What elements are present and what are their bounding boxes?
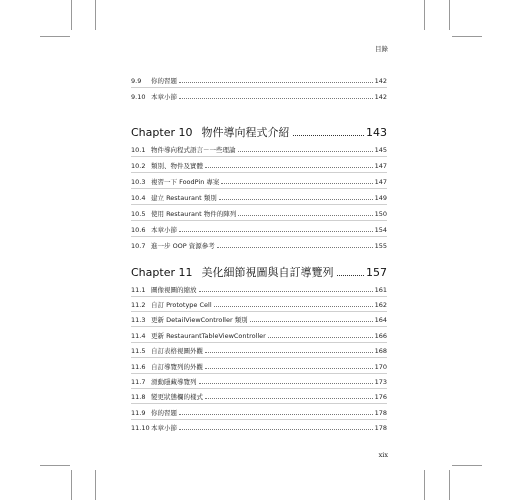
chapter-page: 157: [366, 266, 387, 279]
crop-mark: [449, 0, 450, 30]
entry-title: 自訂表格視圖外觀: [151, 347, 203, 355]
entry-page: 178: [374, 409, 387, 417]
toc-entry[interactable]: [131, 299, 387, 309]
dot-leader: [179, 82, 373, 83]
entry-number: 11.3: [131, 316, 146, 324]
dot-leader: [179, 231, 373, 232]
entry-title: 類別、物件及實體: [151, 162, 203, 170]
dot-leader: [293, 135, 364, 136]
entry-number: 10.2: [131, 162, 146, 170]
entry-divider: [131, 326, 387, 327]
entry-title: 變更狀態欄的樣式: [151, 393, 203, 401]
crop-mark: [95, 0, 96, 30]
dot-leader: [205, 368, 373, 369]
entry-title: 自訂導覽列的外觀: [151, 363, 203, 371]
dot-leader: [199, 383, 373, 384]
entry-number: 11.4: [131, 332, 146, 340]
entry-page: 164: [374, 316, 387, 324]
entry-page: 178: [374, 424, 387, 432]
entry-divider: [131, 220, 387, 221]
dot-leader: [205, 352, 373, 353]
entry-title: 你的習題: [151, 77, 177, 85]
toc-entry[interactable]: [131, 422, 387, 432]
entry-divider: [131, 156, 387, 157]
crop-mark: [424, 0, 425, 30]
entry-title: 本章小節: [151, 93, 177, 101]
entry-page: 168: [374, 347, 387, 355]
entry-title: 建立 Restaurant 類別: [151, 194, 217, 202]
entry-number: 11.5: [131, 347, 146, 355]
running-header: 目錄: [375, 45, 388, 53]
crop-mark: [40, 36, 70, 37]
entry-divider: [131, 296, 387, 297]
dot-leader: [217, 247, 373, 248]
entry-divider: [131, 236, 387, 237]
entry-number: 9.9: [131, 77, 142, 85]
table-of-contents: [131, 0, 387, 470]
dot-leader: [238, 215, 372, 216]
entry-number: 10.6: [131, 226, 146, 234]
entry-number: 11.7: [131, 378, 146, 386]
entry-title: 物件導向程式語言－一些理論: [151, 146, 236, 154]
entry-number: 10.3: [131, 178, 146, 186]
entry-divider: [131, 419, 387, 420]
dot-leader: [205, 167, 373, 168]
entry-divider: [131, 311, 387, 312]
entry-page: 149: [374, 194, 387, 202]
toc-entry[interactable]: [131, 361, 387, 371]
entry-page: 145: [374, 146, 387, 154]
page-number: xix: [378, 451, 388, 459]
entry-title: 自訂 Prototype Cell: [151, 301, 212, 309]
toc-entry[interactable]: [131, 330, 387, 340]
chapter-page: 143: [366, 126, 387, 139]
entry-number: 11.8: [131, 393, 146, 401]
entry-page: 154: [374, 226, 387, 234]
chapter-heading[interactable]: [131, 265, 387, 279]
entry-number: 10.4: [131, 194, 146, 202]
dot-leader: [250, 321, 373, 322]
dot-leader: [179, 98, 373, 99]
dot-leader: [199, 291, 373, 292]
entry-number: 10.1: [131, 146, 146, 154]
toc-entry[interactable]: [131, 208, 387, 218]
entry-number: 9.10: [131, 93, 146, 101]
dot-leader: [268, 337, 373, 338]
entry-title: 更新 RestaurantTableViewController: [151, 332, 266, 340]
crop-mark: [449, 470, 450, 500]
entry-title: 更新 DetailViewController 類別: [151, 316, 248, 324]
entry-number: 11.9: [131, 409, 146, 417]
toc-entry[interactable]: [131, 75, 387, 85]
dot-leader: [219, 199, 373, 200]
dot-leader: [205, 398, 373, 399]
entry-title: 使用 Restaurant 物件的陣列: [151, 210, 237, 218]
entry-divider: [131, 87, 387, 88]
entry-title: 本章小節: [151, 424, 177, 432]
crop-mark: [424, 470, 425, 500]
entry-page: 162: [374, 301, 387, 309]
entry-title: 圖像視圖的縮放: [151, 286, 197, 294]
entry-divider: [131, 172, 387, 173]
dot-leader: [238, 151, 373, 152]
crop-mark: [40, 465, 70, 466]
toc-entry[interactable]: [131, 192, 387, 202]
toc-entry[interactable]: [131, 91, 387, 101]
dot-leader: [179, 429, 373, 430]
toc-entry[interactable]: [131, 314, 387, 324]
dot-leader: [221, 183, 372, 184]
entry-number: 11.6: [131, 363, 146, 371]
dot-leader: [214, 306, 373, 307]
chapter-title: 物件導向程式介紹: [201, 126, 290, 139]
entry-divider: [131, 403, 387, 404]
entry-divider: [131, 357, 387, 358]
toc-entry[interactable]: [131, 224, 387, 234]
crop-mark: [452, 36, 482, 37]
crop-mark: [71, 470, 72, 500]
entry-divider: [131, 188, 387, 189]
chapter-label: Chapter 11: [131, 266, 193, 279]
entry-title: 複習一下 FoodPin 專案: [151, 178, 220, 186]
toc-entry[interactable]: [131, 284, 387, 294]
entry-page: 147: [374, 178, 387, 186]
toc-entry[interactable]: [131, 144, 387, 154]
entry-divider: [131, 373, 387, 374]
crop-mark: [71, 0, 72, 30]
entry-divider: [131, 342, 387, 343]
toc-entry[interactable]: [131, 391, 387, 401]
entry-page: 155: [374, 242, 387, 250]
entry-page: 142: [374, 77, 387, 85]
toc-entry[interactable]: [131, 376, 387, 386]
chapter-heading[interactable]: [131, 125, 387, 139]
entry-title: 本章小節: [151, 226, 177, 234]
entry-divider: [131, 204, 387, 205]
chapter-label: Chapter 10: [131, 126, 193, 139]
toc-entry[interactable]: [131, 160, 387, 170]
entry-number: 11.10: [131, 424, 150, 432]
toc-entry[interactable]: [131, 345, 387, 355]
toc-entry[interactable]: [131, 407, 387, 417]
entry-number: 11.2: [131, 301, 146, 309]
chapter-title: 美化細節視圖與自訂導覽列: [201, 266, 334, 279]
entry-title: 滑動隱藏導覽列: [151, 378, 197, 386]
entry-title: 進一步 OOP 資源參考: [151, 242, 215, 250]
entry-page: 166: [374, 332, 387, 340]
entry-number: 10.7: [131, 242, 146, 250]
entry-divider: [131, 388, 387, 389]
entry-page: 142: [374, 93, 387, 101]
entry-title: 你的習題: [151, 409, 177, 417]
entry-page: 170: [374, 363, 387, 371]
crop-mark: [452, 465, 482, 466]
entry-page: 147: [374, 162, 387, 170]
toc-entry[interactable]: [131, 176, 387, 186]
entry-page: 173: [374, 378, 387, 386]
entry-page: 150: [374, 210, 387, 218]
toc-entry[interactable]: [131, 240, 387, 250]
entry-page: 176: [374, 393, 387, 401]
dot-leader: [179, 414, 373, 415]
entry-number: 11.1: [131, 286, 146, 294]
crop-mark: [95, 470, 96, 500]
entry-number: 10.5: [131, 210, 146, 218]
dot-leader: [337, 275, 364, 276]
entry-page: 161: [374, 286, 387, 294]
